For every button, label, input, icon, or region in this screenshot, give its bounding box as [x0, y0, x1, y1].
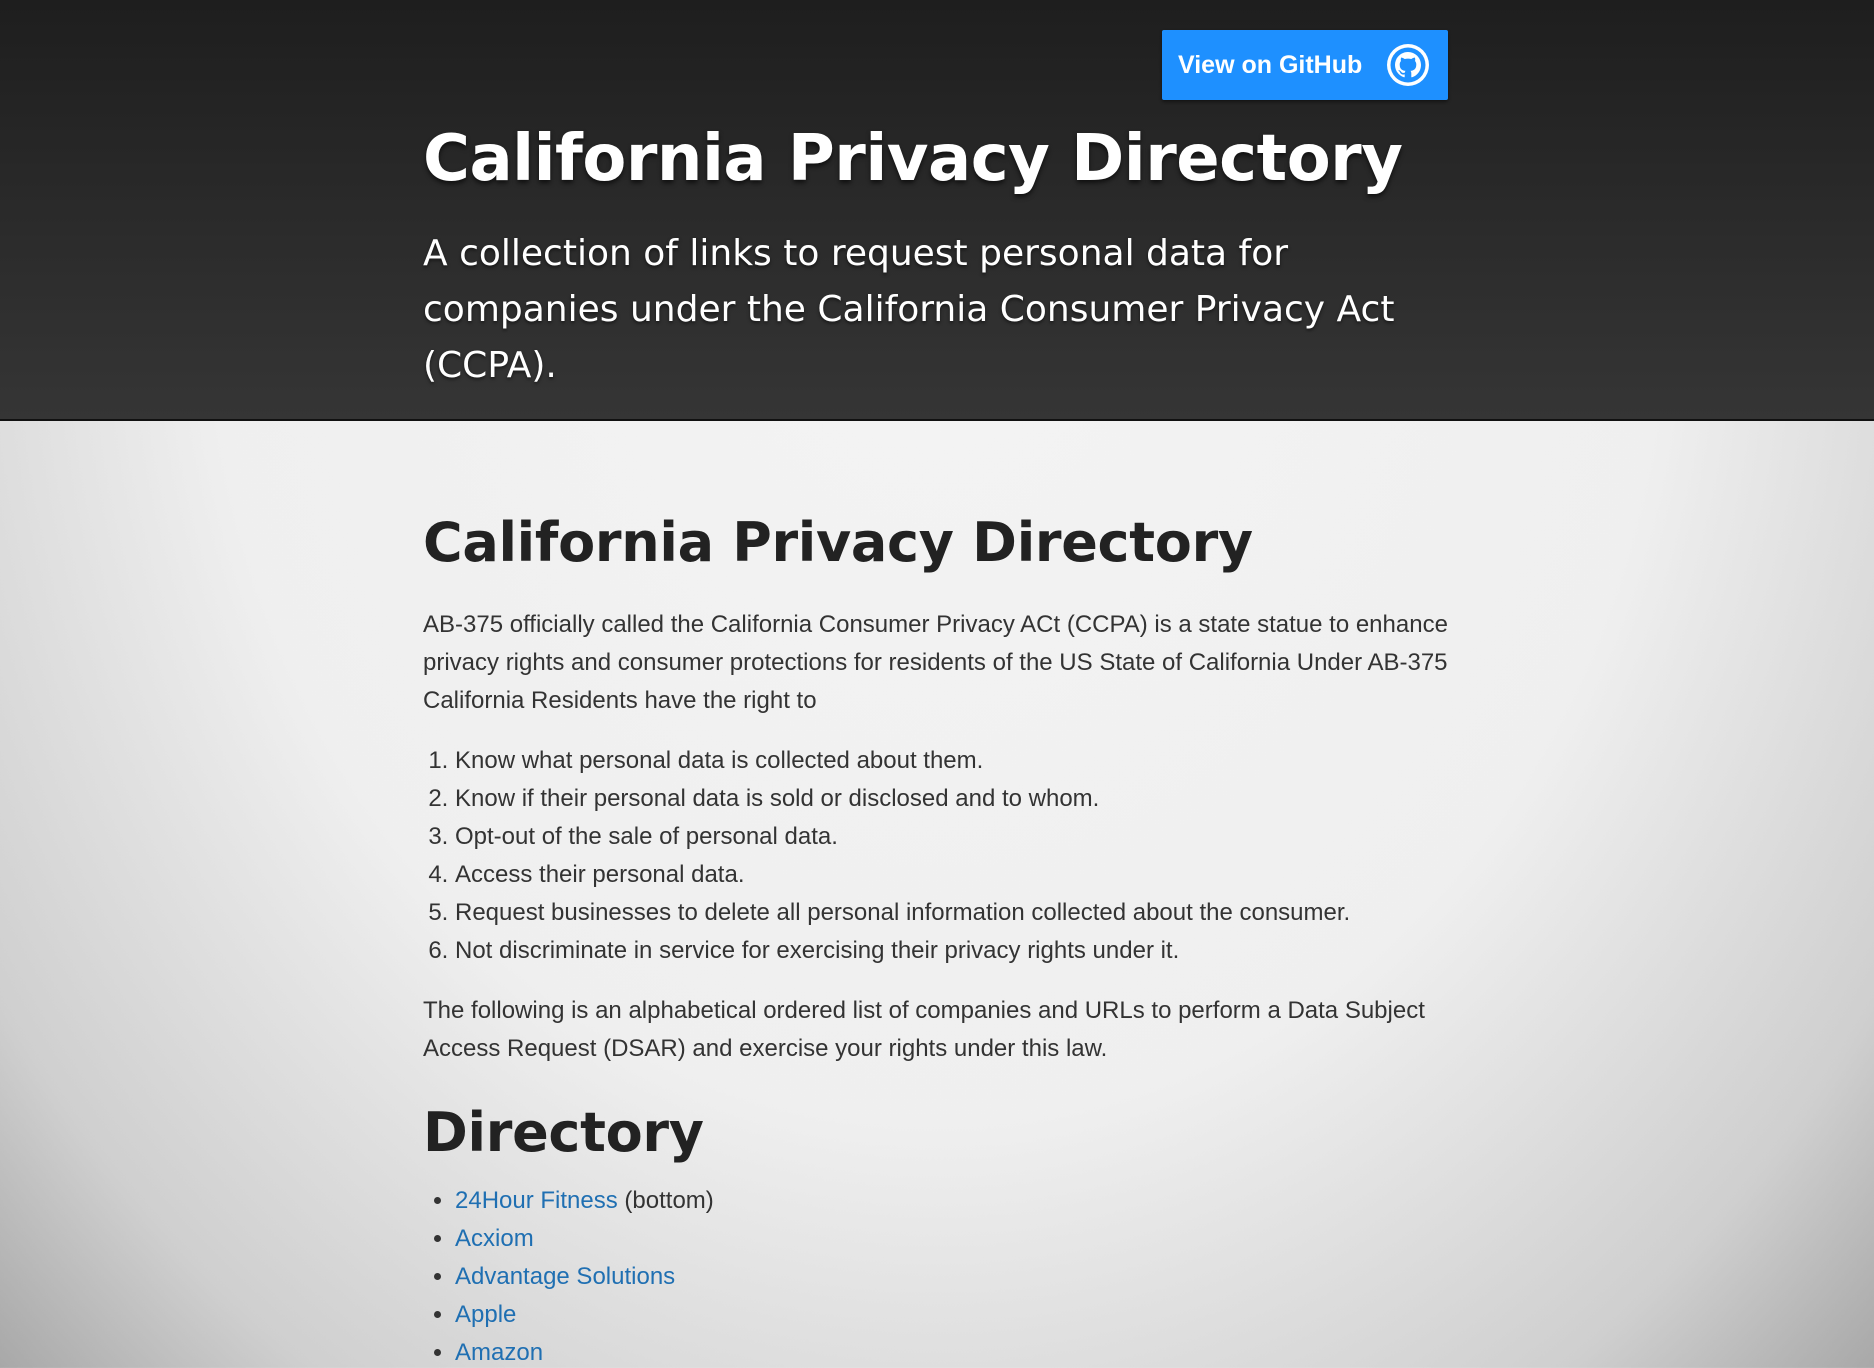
rights-list-item: 4. Access their personal data.: [455, 856, 1463, 894]
github-octocat-icon: [1385, 42, 1431, 88]
rights-list-item: 6. Not discriminate in service for exercising their privacy rights under it.: [455, 932, 1463, 970]
rights-list: [423, 742, 1463, 970]
rights-list-item: 1. Know what personal data is collected about them.: [455, 742, 1463, 780]
directory-list-item: [455, 1182, 1463, 1220]
intro-paragraph: AB-375 officially called the California Consumer Privacy ACt (CCPA) is a state statue to enhance privacy rights and consumer protections for residents of the US State of California Under AB-375 California Residents have the right to: [423, 611, 1448, 714]
page-title: California Privacy Directory: [423, 511, 1253, 574]
rights-list-item: 3. Opt-out of the sale of personal data.: [455, 818, 1463, 856]
site-title: California Privacy Directory: [423, 122, 1403, 196]
directory-link-24hour-fitness[interactable]: 24Hour Fitness: [455, 1187, 618, 1214]
following-paragraph: The following is an alphabetical ordered list of companies and URLs to perform a Data Subject Access Request (DSAR) and exercise your rights under this law.: [423, 997, 1425, 1062]
directory-list-item: [455, 1220, 1463, 1258]
directory-link-apple[interactable]: Apple: [455, 1301, 517, 1328]
site-tagline: A collection of links to request personal data for companies under the California Consumer Privacy Act (CCPA).: [423, 233, 1395, 386]
directory-link-advantage-solutions[interactable]: Advantage Solutions: [455, 1263, 676, 1290]
directory-heading: Directory: [423, 1101, 704, 1164]
rights-list-item: 2. Know if their personal data is sold or disclosed and to whom.: [455, 780, 1463, 818]
directory-list-item: [455, 1258, 1463, 1296]
directory-item-note: (bottom): [617, 1187, 714, 1214]
directory-list-item: [455, 1296, 1463, 1334]
page-header: [0, 0, 1874, 421]
main-content: [423, 500, 1463, 1368]
directory-list: [423, 1182, 1463, 1368]
github-button-label: View on GitHub: [1178, 51, 1363, 79]
directory-list-item: [455, 1334, 1463, 1368]
directory-link-acxiom[interactable]: Acxiom: [455, 1225, 534, 1252]
view-on-github-button[interactable]: [1162, 30, 1448, 100]
directory-link-amazon[interactable]: Amazon: [455, 1339, 544, 1366]
rights-list-item: 5. Request businesses to delete all personal information collected about the consumer.: [455, 894, 1463, 932]
